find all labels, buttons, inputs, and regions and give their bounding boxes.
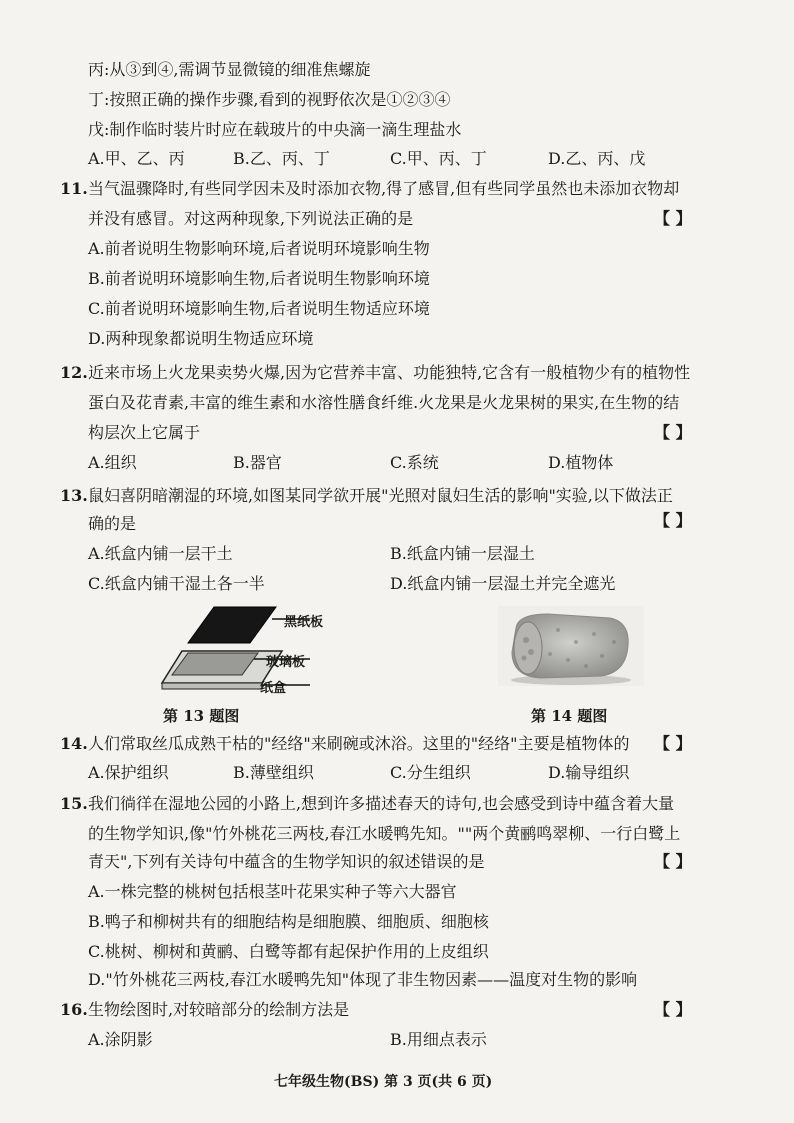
q11-option-d: D.两种现象都说明生物适应环境 — [88, 329, 314, 348]
q14-option-b: B.薄壁组织 — [233, 763, 314, 782]
figure-14-caption: 第 14 题图 — [531, 707, 608, 725]
q12-option-d: D.植物体 — [548, 453, 614, 472]
q13-option-c: C.纸盒内铺干湿土各一半 — [88, 574, 265, 593]
statement-wu: 戊:制作临时装片时应在载玻片的中央滴一滴生理盐水 — [88, 120, 462, 139]
luffa-end — [514, 622, 542, 674]
q15-option-b: B.鸭子和柳树共有的细胞结构是细胞膜、细胞质、细胞核 — [88, 912, 489, 931]
label-paper-box: 纸盒 — [260, 681, 287, 696]
q15-answer-bracket: 【 】 — [654, 852, 692, 871]
q12-number: 12. — [60, 363, 88, 382]
q13-option-b: B.纸盒内铺一层湿土 — [390, 544, 535, 563]
q15-stem-line2: 的生物学知识,像"竹外桃花三两枝,春江水暖鸭先知。""两个黄鹂鸣翠柳、一行白鹭上 — [88, 824, 681, 843]
q12-answer-bracket: 【 】 — [654, 423, 692, 442]
q10-option-b: B.乙、丙、丁 — [233, 149, 330, 168]
q11-number: 11. — [60, 179, 88, 198]
q15-option-d: D."竹外桃花三两枝,春江水暖鸭先知"体现了非生物因素——温度对生物的影响 — [88, 970, 638, 989]
q13-answer-bracket: 【 】 — [654, 511, 692, 530]
q16-stem-line1: 生物绘图时,对较暗部分的绘制方法是 — [88, 1000, 350, 1019]
q13-option-d: D.纸盒内铺一层湿土并完全遮光 — [390, 574, 616, 593]
label-black-board: 黑纸板 — [284, 615, 324, 630]
q11-option-a: A.前者说明生物影响环境,后者说明环境影响生物 — [88, 239, 430, 258]
q16-option-b: B.用细点表示 — [390, 1030, 487, 1049]
statement-bing: 丙:从③到④,需调节显微镜的细准焦螺旋 — [88, 60, 371, 79]
q14-option-a: A.保护组织 — [88, 763, 169, 782]
q15-number: 15. — [60, 794, 88, 813]
q10-option-c: C.甲、丙、丁 — [390, 149, 487, 168]
q11-option-c: C.前者说明环境影响生物,后者说明生物适应环境 — [88, 299, 430, 318]
q13-stem-line2: 确的是 — [88, 514, 137, 533]
page-footer: 七年级生物(BS) 第 3 页(共 6 页) — [274, 1074, 493, 1090]
q14-number: 14. — [60, 734, 88, 753]
q11-answer-bracket: 【 】 — [654, 209, 692, 228]
statement-ding: 丁:按照正确的操作步骤,看到的视野依次是①②③④ — [88, 90, 451, 109]
q14-option-c: C.分生组织 — [390, 763, 471, 782]
q10-option-d: D.乙、丙、戊 — [548, 149, 646, 168]
q11-stem-line2: 并没有感冒。对这两种现象,下列说法正确的是 — [88, 209, 414, 228]
black-board — [188, 607, 276, 643]
q12-stem-line2: 蛋白及花青素,丰富的维生素和水溶性膳食纤维.火龙果是火龙果树的果实,在生物的结 — [88, 393, 680, 412]
q12-option-a: A.组织 — [88, 453, 137, 472]
q15-stem-line1: 我们徜徉在湿地公园的小路上,想到许多描述春天的诗句,也会感受到诗中蕴含着大量 — [88, 794, 675, 813]
q10-option-a: A.甲、乙、丙 — [88, 149, 185, 168]
q12-stem-line1: 近来市场上火龙果卖势火爆,因为它营养丰富、功能独特,它含有一般植物少有的植物性 — [88, 363, 691, 382]
q11-option-b: B.前者说明环境影响生物,后者说明生物影响环境 — [88, 269, 430, 288]
q13-option-a: A.纸盒内铺一层干土 — [88, 544, 233, 563]
label-glass-plate: 玻璃板 — [266, 655, 306, 670]
q14-answer-bracket: 【 】 — [654, 734, 692, 753]
figure-13-caption: 第 13 题图 — [163, 707, 240, 725]
q15-option-a: A.一株完整的桃树包括根茎叶花果实种子等六大器官 — [88, 882, 457, 901]
q12-stem-line3: 构层次上它属于 — [88, 423, 201, 442]
q15-stem-line3: 青天",下列有关诗句中蕴含的生物学知识的叙述错误的是 — [88, 852, 485, 871]
figure-14-luffa-image — [498, 606, 644, 686]
q16-number: 16. — [60, 1000, 88, 1019]
paper-box-front — [162, 683, 262, 689]
q13-stem-line1: 鼠妇喜阴暗潮湿的环境,如图某同学欲开展"光照对鼠妇生活的影响"实验,以下做法正 — [88, 486, 673, 505]
q16-answer-bracket: 【 】 — [654, 1000, 692, 1019]
q14-option-d: D.输导组织 — [548, 763, 630, 782]
q12-option-b: B.器官 — [233, 453, 282, 472]
q14-stem-line1: 人们常取丝瓜成熟干枯的"经络"来刷碗或沐浴。这里的"经络"主要是植物体的 — [88, 734, 630, 753]
q15-option-c: C.桃树、柳树和黄鹂、白鹭等都有起保护作用的上皮组织 — [88, 942, 489, 961]
q16-option-a: A.涂阴影 — [88, 1030, 153, 1049]
q13-number: 13. — [60, 486, 88, 505]
q11-stem-line1: 当气温骤降时,有些同学因未及时添加衣物,得了感冒,但有些同学虽然也未添加衣物却 — [88, 179, 680, 198]
q12-option-c: C.系统 — [390, 453, 439, 472]
